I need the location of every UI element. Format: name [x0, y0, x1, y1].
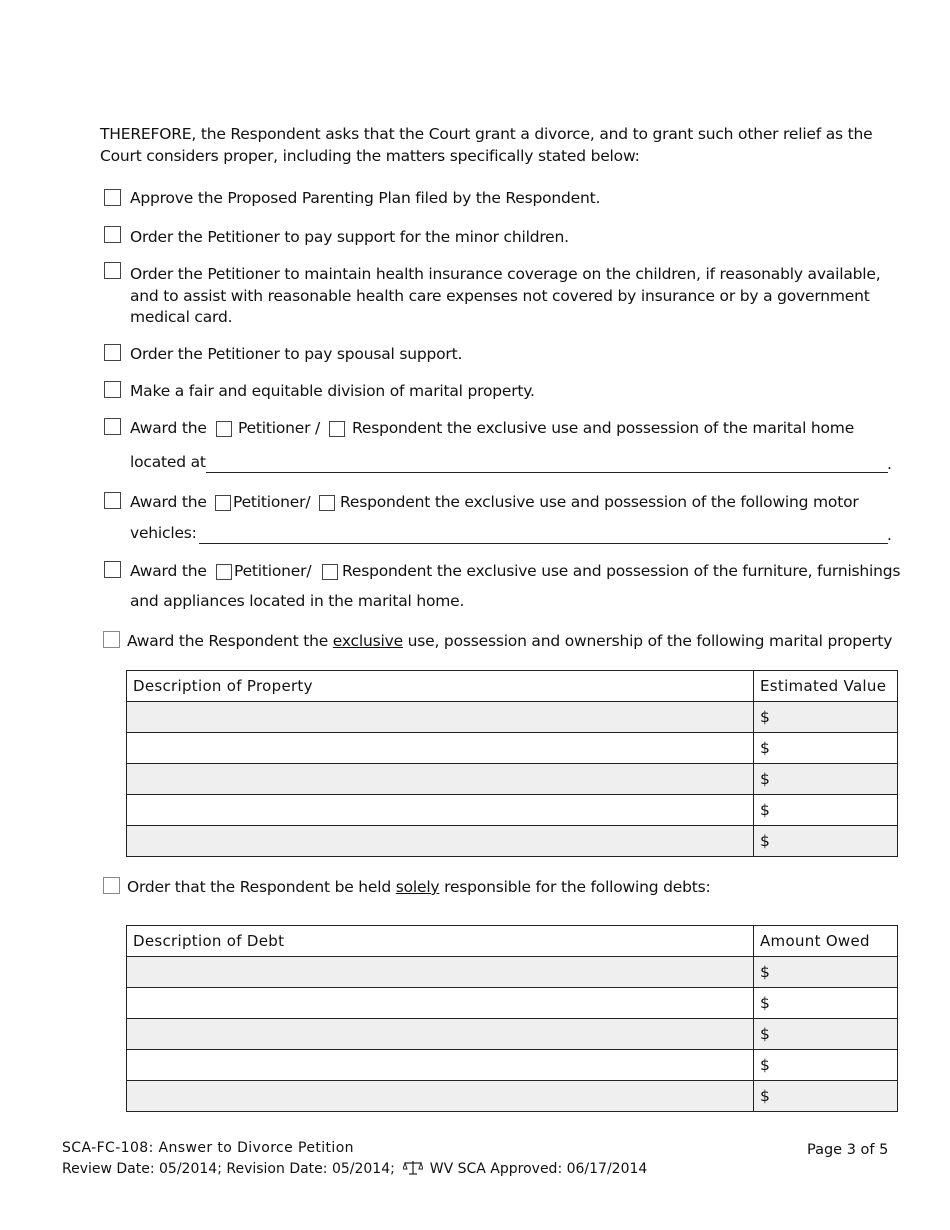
debt-description-cell[interactable]: [127, 1050, 754, 1081]
motor-vehicles-respondent-checkbox[interactable]: [319, 495, 335, 511]
motor-vehicles-period: .: [887, 526, 892, 544]
property-value-cell[interactable]: $: [754, 733, 898, 764]
furniture-award-label: Award the: [130, 562, 207, 580]
debt-amount-cell[interactable]: $: [754, 988, 898, 1019]
marital-property-post: use, possession and ownership of the following marital property: [407, 632, 893, 650]
property-value-cell[interactable]: $: [754, 826, 898, 857]
debts-post: responsible for the following debts:: [444, 878, 711, 896]
debt-amount-cell[interactable]: $: [754, 957, 898, 988]
motor-vehicles-respondent-label: Respondent the exclusive use and possession of the following motor: [340, 493, 859, 511]
property-division-label: Make a fair and equitable division of marital property.: [130, 382, 535, 400]
debt-table-header-description: Description of Debt: [127, 926, 754, 957]
marital-home-respondent-checkbox[interactable]: [329, 421, 345, 437]
debt-description-cell[interactable]: [127, 1081, 754, 1112]
debt-amount-cell[interactable]: $: [754, 1050, 898, 1081]
scales-icon: [403, 1160, 423, 1181]
table-row: [127, 988, 898, 1019]
property-value-cell[interactable]: $: [754, 702, 898, 733]
furniture-respondent-label: Respondent the exclusive use and possession of the furniture, furnishings: [342, 562, 901, 580]
intro-line-2: Court considers proper, including the matters specifically stated below:: [100, 147, 640, 165]
debts-emphasis: solely: [395, 878, 440, 896]
debt-description-cell[interactable]: [127, 988, 754, 1019]
property-table-header-description: Description of Property: [127, 671, 754, 702]
intro-line-1: THEREFORE, the Respondent asks that the Court grant a divorce, and to grant such other relief as the: [100, 125, 873, 143]
table-row: [127, 1019, 898, 1050]
table-row: [127, 702, 898, 733]
debt-amount-cell[interactable]: $: [754, 1019, 898, 1050]
motor-vehicles-award-label: Award the: [130, 493, 207, 511]
furniture-checkbox[interactable]: [104, 561, 121, 578]
footer-review-dates: Review Date: 05/2014; Revision Date: 05/2014;: [62, 1161, 395, 1177]
marital-home-award-label: Award the: [130, 419, 207, 437]
child-support-label: Order the Petitioner to pay support for the minor children.: [130, 228, 569, 246]
property-description-cell[interactable]: [127, 733, 754, 764]
furniture-line-2: and appliances located in the marital home.: [130, 592, 465, 610]
marital-home-petitioner-checkbox[interactable]: [216, 421, 232, 437]
marital-property-pre: Award the Respondent the: [127, 632, 329, 650]
furniture-respondent-checkbox[interactable]: [322, 564, 338, 580]
motor-vehicles-field[interactable]: [199, 543, 888, 544]
marital-home-petitioner-label: Petitioner /: [238, 419, 321, 437]
marital-home-located-label: located at: [130, 453, 206, 471]
property-table-header-value: Estimated Value: [754, 671, 898, 702]
property-value-cell[interactable]: $: [754, 764, 898, 795]
property-description-cell[interactable]: [127, 702, 754, 733]
motor-vehicles-label: vehicles:: [130, 524, 197, 542]
page-number: Page 3 of 5: [807, 1142, 889, 1158]
table-row: [127, 826, 898, 857]
property-table: [126, 670, 898, 857]
debt-description-cell[interactable]: [127, 957, 754, 988]
marital-home-address-field[interactable]: [206, 472, 888, 473]
parenting-plan-label: Approve the Proposed Parenting Plan filed by the Respondent.: [130, 189, 601, 207]
property-value-cell[interactable]: $: [754, 795, 898, 826]
health-insurance-line-3: medical card.: [130, 308, 233, 326]
property-division-checkbox[interactable]: [104, 381, 121, 398]
motor-vehicles-petitioner-label: Petitioner/: [233, 493, 311, 511]
debts-checkbox[interactable]: [103, 877, 120, 894]
debt-amount-cell[interactable]: $: [754, 1081, 898, 1112]
footer-approved: WV SCA Approved: 06/17/2014: [429, 1161, 648, 1177]
property-description-cell[interactable]: [127, 764, 754, 795]
table-row: [127, 1081, 898, 1112]
spousal-support-label: Order the Petitioner to pay spousal support.: [130, 345, 463, 363]
table-row: [127, 1050, 898, 1081]
debt-table-header-amount: Amount Owed: [754, 926, 898, 957]
health-insurance-line-2: and to assist with reasonable health care expenses not covered by insurance or by a government: [130, 287, 870, 305]
parenting-plan-checkbox[interactable]: [104, 189, 121, 206]
health-insurance-line-1: Order the Petitioner to maintain health insurance coverage on the children, if reasonably available,: [130, 265, 881, 283]
marital-home-respondent-label: Respondent the exclusive use and possession of the marital home: [352, 419, 855, 437]
debts-label: [127, 876, 711, 898]
marital-home-period: .: [887, 455, 892, 473]
table-row: [127, 764, 898, 795]
child-support-checkbox[interactable]: [104, 226, 121, 243]
table-row: [127, 733, 898, 764]
debt-table: [126, 925, 898, 1112]
debts-pre: Order that the Respondent be held: [127, 878, 391, 896]
motor-vehicles-checkbox[interactable]: [104, 492, 121, 509]
table-row: [127, 795, 898, 826]
table-row: [127, 957, 898, 988]
marital-property-emphasis: exclusive: [332, 632, 403, 650]
footer-dates: [62, 1160, 647, 1181]
marital-property-label: [127, 630, 892, 652]
property-description-cell[interactable]: [127, 826, 754, 857]
furniture-petitioner-label: Petitioner/: [234, 562, 312, 580]
motor-vehicles-petitioner-checkbox[interactable]: [215, 495, 231, 511]
marital-property-checkbox[interactable]: [103, 631, 120, 648]
furniture-petitioner-checkbox[interactable]: [216, 564, 232, 580]
marital-home-checkbox[interactable]: [104, 418, 121, 435]
health-insurance-checkbox[interactable]: [104, 262, 121, 279]
spousal-support-checkbox[interactable]: [104, 344, 121, 361]
footer-form-title: SCA-FC-108: Answer to Divorce Petition: [62, 1140, 354, 1156]
property-description-cell[interactable]: [127, 795, 754, 826]
debt-description-cell[interactable]: [127, 1019, 754, 1050]
